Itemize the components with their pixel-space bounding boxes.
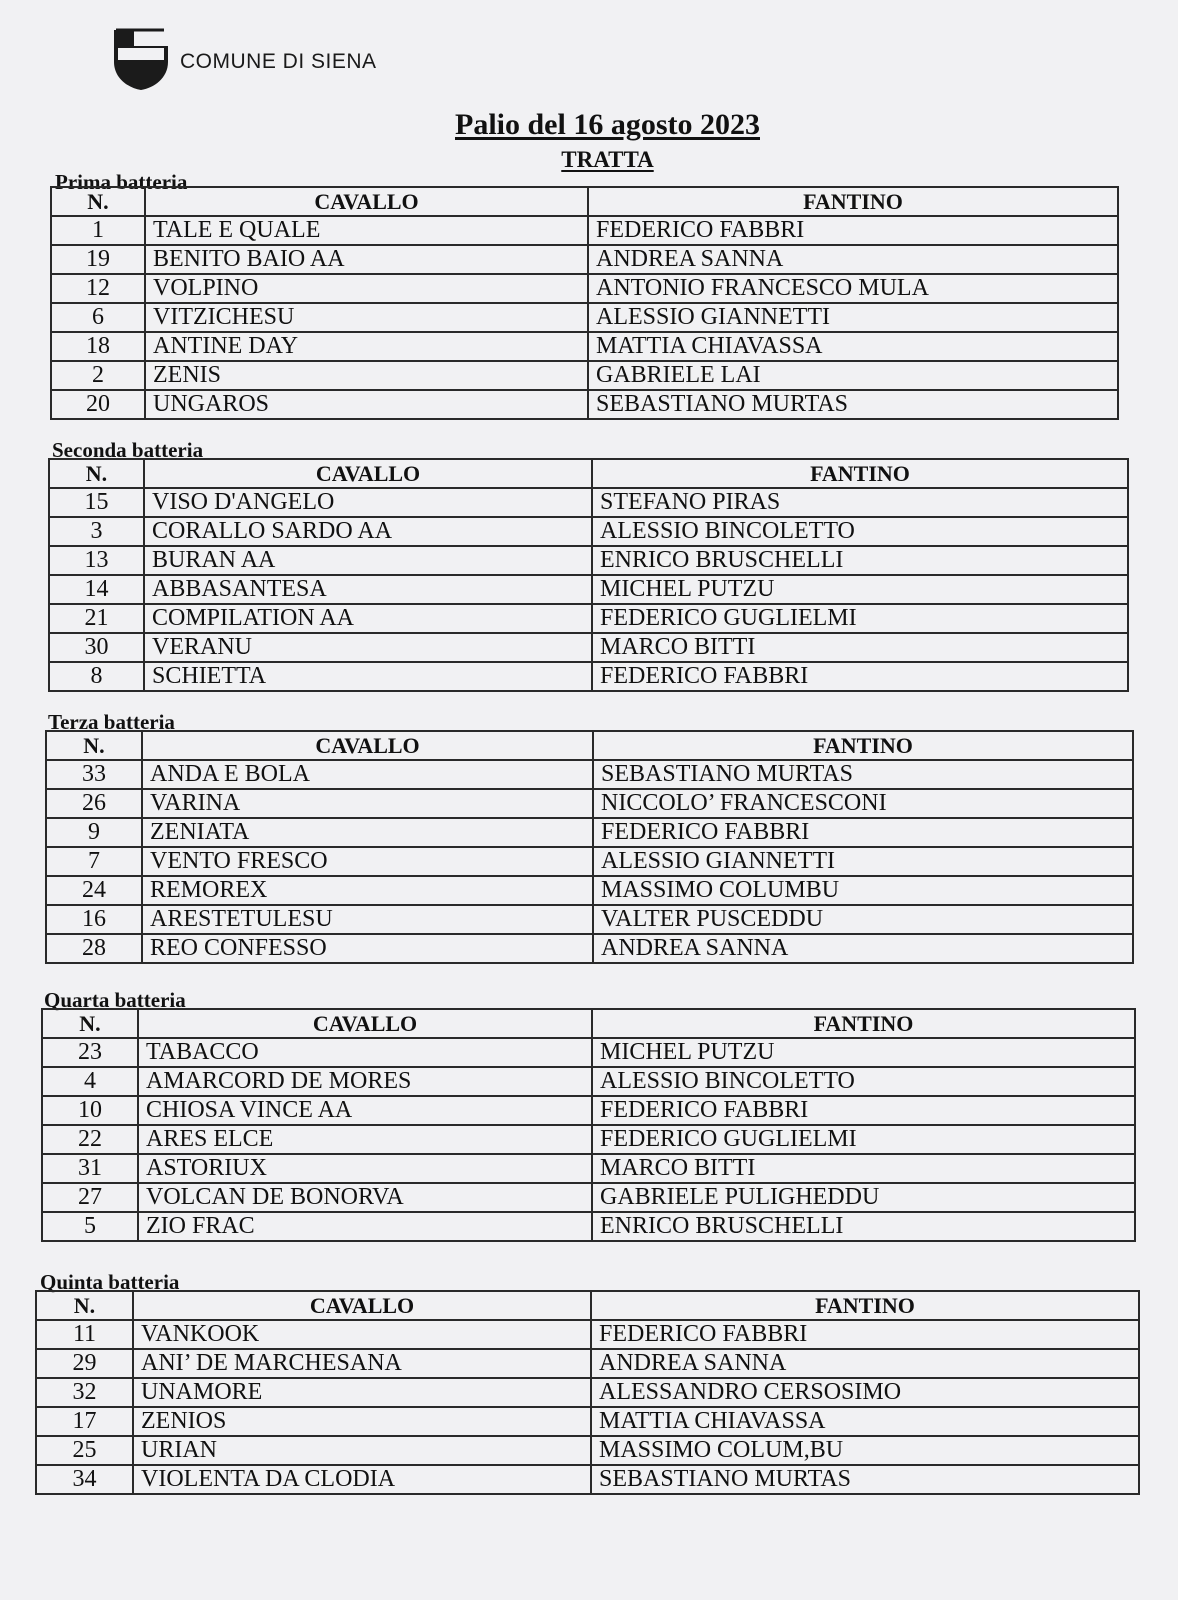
jockey-name: ANTONIO FRANCESCO MULA <box>588 274 1118 303</box>
column-header-horse: CAVALLO <box>144 459 592 488</box>
jockey-name: MATTIA CHIAVASSA <box>591 1407 1139 1436</box>
jockey-name: ANDREA SANNA <box>591 1349 1139 1378</box>
table-row <box>46 876 1133 905</box>
horse-number: 6 <box>51 303 145 332</box>
table-row <box>49 488 1128 517</box>
jockey-name: NICCOLO’ FRANCESCONI <box>593 789 1133 818</box>
horse-name: ARESTETULESU <box>142 905 593 934</box>
horse-number: 3 <box>49 517 144 546</box>
jockey-name: MICHEL PUTZU <box>592 575 1128 604</box>
table-row <box>51 332 1118 361</box>
horse-name: CHIOSA VINCE AA <box>138 1096 592 1125</box>
horse-number: 9 <box>46 818 142 847</box>
table-row <box>51 390 1118 419</box>
horse-number: 8 <box>49 662 144 691</box>
horse-name: VIOLENTA DA CLODIA <box>133 1465 591 1494</box>
column-header-horse: CAVALLO <box>133 1291 591 1320</box>
table-row <box>51 245 1118 274</box>
horse-name: ASTORIUX <box>138 1154 592 1183</box>
jockey-name: GABRIELE LAI <box>588 361 1118 390</box>
table-row <box>42 1154 1135 1183</box>
page-subtitle: TRATTA <box>561 147 654 172</box>
horse-name: AMARCORD DE MORES <box>138 1067 592 1096</box>
horse-number: 25 <box>36 1436 133 1465</box>
table-row <box>49 604 1128 633</box>
heat-table <box>35 1290 1140 1495</box>
table-row <box>49 575 1128 604</box>
heat-label: Quinta batteria <box>40 1270 180 1294</box>
horse-name: VOLCAN DE BONORVA <box>138 1183 592 1212</box>
horse-number: 1 <box>51 216 145 245</box>
horse-name: BENITO BAIO AA <box>145 245 588 274</box>
jockey-name: SEBASTIANO MURTAS <box>591 1465 1139 1494</box>
heat-label: Seconda batteria <box>52 438 204 462</box>
table-row <box>46 934 1133 963</box>
horse-name: TABACCO <box>138 1038 592 1067</box>
horse-name: REMOREX <box>142 876 593 905</box>
jockey-name: ANDREA SANNA <box>593 934 1133 963</box>
horse-name: VISO D'ANGELO <box>144 488 592 517</box>
jockey-name: MASSIMO COLUM,BU <box>591 1436 1139 1465</box>
heat-table <box>41 1008 1136 1242</box>
horse-name: VOLPINO <box>145 274 588 303</box>
siena-shield-icon <box>112 26 170 92</box>
table-row <box>42 1183 1135 1212</box>
column-header-number: N. <box>42 1009 138 1038</box>
table-row <box>51 274 1118 303</box>
table-row <box>49 546 1128 575</box>
table-row <box>36 1378 1139 1407</box>
horse-name: REO CONFESSO <box>142 934 593 963</box>
heat-label: Quarta batteria <box>44 988 186 1012</box>
horse-number: 7 <box>46 847 142 876</box>
jockey-name: ALESSIO BINCOLETTO <box>592 517 1128 546</box>
horse-name: ZENIOS <box>133 1407 591 1436</box>
horse-number: 10 <box>42 1096 138 1125</box>
horse-name: VANKOOK <box>133 1320 591 1349</box>
table-header-row <box>42 1009 1135 1038</box>
table-header-row <box>51 187 1118 216</box>
horse-name: TALE E QUALE <box>145 216 588 245</box>
horse-number: 34 <box>36 1465 133 1494</box>
horse-name: ANTINE DAY <box>145 332 588 361</box>
org-name: COMUNE DI SIENA <box>180 50 377 73</box>
horse-name: CORALLO SARDO AA <box>144 517 592 546</box>
horse-number: 30 <box>49 633 144 662</box>
jockey-name: ALESSIO GIANNETTI <box>593 847 1133 876</box>
horse-number: 13 <box>49 546 144 575</box>
jockey-name: FEDERICO FABBRI <box>592 1096 1135 1125</box>
jockey-name: MARCO BITTI <box>592 1154 1135 1183</box>
jockey-name: SEBASTIANO MURTAS <box>593 760 1133 789</box>
jockey-name: FEDERICO FABBRI <box>592 662 1128 691</box>
jockey-name: ALESSIO BINCOLETTO <box>592 1067 1135 1096</box>
jockey-name: MASSIMO COLUMBU <box>593 876 1133 905</box>
horse-number: 26 <box>46 789 142 818</box>
table-row <box>42 1212 1135 1241</box>
horse-number: 22 <box>42 1125 138 1154</box>
horse-name: COMPILATION AA <box>144 604 592 633</box>
table-row <box>36 1465 1139 1494</box>
column-header-horse: CAVALLO <box>138 1009 592 1038</box>
heat-table <box>48 458 1129 692</box>
horse-number: 31 <box>42 1154 138 1183</box>
column-header-jockey: FANTINO <box>591 1291 1139 1320</box>
column-header-horse: CAVALLO <box>142 731 593 760</box>
horse-number: 20 <box>51 390 145 419</box>
jockey-name: FEDERICO FABBRI <box>591 1320 1139 1349</box>
horse-name: ZIO FRAC <box>138 1212 592 1241</box>
table-header-row <box>36 1291 1139 1320</box>
table-row <box>46 789 1133 818</box>
horse-number: 16 <box>46 905 142 934</box>
heat-label: Prima batteria <box>55 170 188 194</box>
page-title: Palio del 16 agosto 2023 <box>455 108 760 141</box>
horse-name: VITZICHESU <box>145 303 588 332</box>
heat-table <box>50 186 1119 420</box>
table-row <box>42 1096 1135 1125</box>
jockey-name: ANDREA SANNA <box>588 245 1118 274</box>
horse-name: ZENIATA <box>142 818 593 847</box>
horse-name: ARES ELCE <box>138 1125 592 1154</box>
table-row <box>51 303 1118 332</box>
column-header-number: N. <box>36 1291 133 1320</box>
table-header-row <box>49 459 1128 488</box>
jockey-name: MATTIA CHIAVASSA <box>588 332 1118 361</box>
column-header-horse: CAVALLO <box>145 187 588 216</box>
horse-name: BURAN AA <box>144 546 592 575</box>
horse-number: 4 <box>42 1067 138 1096</box>
table-row <box>51 361 1118 390</box>
jockey-name: GABRIELE PULIGHEDDU <box>592 1183 1135 1212</box>
horse-number: 32 <box>36 1378 133 1407</box>
table-row <box>49 517 1128 546</box>
column-header-number: N. <box>51 187 145 216</box>
jockey-name: VALTER PUSCEDDU <box>593 905 1133 934</box>
horse-name: URIAN <box>133 1436 591 1465</box>
horse-number: 11 <box>36 1320 133 1349</box>
jockey-name: ENRICO BRUSCHELLI <box>592 1212 1135 1241</box>
column-header-number: N. <box>46 731 142 760</box>
table-row <box>36 1407 1139 1436</box>
jockey-name: FEDERICO FABBRI <box>593 818 1133 847</box>
column-header-jockey: FANTINO <box>588 187 1118 216</box>
horse-number: 5 <box>42 1212 138 1241</box>
horse-number: 29 <box>36 1349 133 1378</box>
column-header-jockey: FANTINO <box>592 459 1128 488</box>
jockey-name: FEDERICO GUGLIELMI <box>592 604 1128 633</box>
table-row <box>46 847 1133 876</box>
table-header-row <box>46 731 1133 760</box>
horse-name: VARINA <box>142 789 593 818</box>
horse-name: SCHIETTA <box>144 662 592 691</box>
jockey-name: MICHEL PUTZU <box>592 1038 1135 1067</box>
horse-number: 23 <box>42 1038 138 1067</box>
heat-label: Terza batteria <box>48 710 175 734</box>
horse-number: 15 <box>49 488 144 517</box>
table-row <box>49 633 1128 662</box>
jockey-name: STEFANO PIRAS <box>592 488 1128 517</box>
table-row <box>36 1320 1139 1349</box>
jockey-name: ALESSIO GIANNETTI <box>588 303 1118 332</box>
horse-number: 18 <box>51 332 145 361</box>
table-row <box>46 760 1133 789</box>
jockey-name: ENRICO BRUSCHELLI <box>592 546 1128 575</box>
horse-name: VERANU <box>144 633 592 662</box>
jockey-name: MARCO BITTI <box>592 633 1128 662</box>
column-header-number: N. <box>49 459 144 488</box>
horse-name: ZENIS <box>145 361 588 390</box>
horse-number: 28 <box>46 934 142 963</box>
horse-number: 21 <box>49 604 144 633</box>
table-row <box>42 1038 1135 1067</box>
table-row <box>36 1349 1139 1378</box>
table-row <box>42 1067 1135 1096</box>
horse-name: ANDA E BOLA <box>142 760 593 789</box>
horse-name: VENTO FRESCO <box>142 847 593 876</box>
municipal-logo <box>112 26 377 92</box>
horse-number: 27 <box>42 1183 138 1212</box>
jockey-name: SEBASTIANO MURTAS <box>588 390 1118 419</box>
heat-table <box>45 730 1134 964</box>
horse-name: UNGAROS <box>145 390 588 419</box>
horse-number: 12 <box>51 274 145 303</box>
table-row <box>51 216 1118 245</box>
horse-number: 17 <box>36 1407 133 1436</box>
horse-number: 14 <box>49 575 144 604</box>
horse-number: 2 <box>51 361 145 390</box>
table-row <box>49 662 1128 691</box>
jockey-name: FEDERICO FABBRI <box>588 216 1118 245</box>
jockey-name: ALESSANDRO CERSOSIMO <box>591 1378 1139 1407</box>
jockey-name: FEDERICO GUGLIELMI <box>592 1125 1135 1154</box>
column-header-jockey: FANTINO <box>593 731 1133 760</box>
table-row <box>42 1125 1135 1154</box>
column-header-jockey: FANTINO <box>592 1009 1135 1038</box>
table-row <box>46 905 1133 934</box>
horse-name: UNAMORE <box>133 1378 591 1407</box>
horse-number: 33 <box>46 760 142 789</box>
horse-number: 24 <box>46 876 142 905</box>
table-row <box>36 1436 1139 1465</box>
table-row <box>46 818 1133 847</box>
horse-number: 19 <box>51 245 145 274</box>
horse-name: ABBASANTESA <box>144 575 592 604</box>
horse-name: ANI’ DE MARCHESANA <box>133 1349 591 1378</box>
